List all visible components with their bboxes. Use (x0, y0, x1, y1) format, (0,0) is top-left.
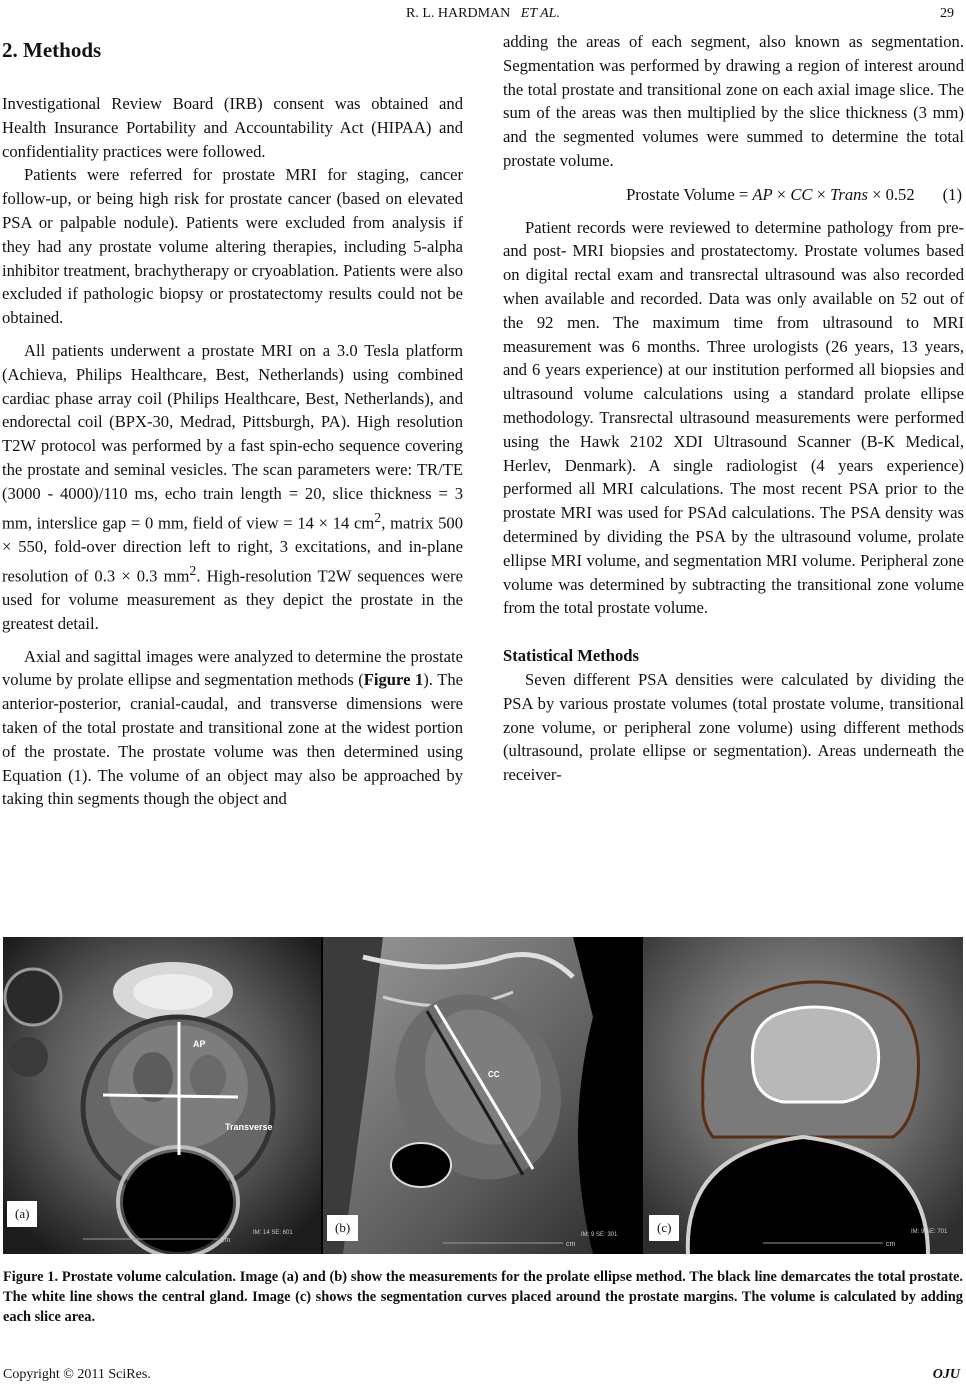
svg-text:cm: cm (886, 1241, 896, 1248)
section-title: 2. Methods (2, 38, 102, 62)
mri-segmentation-image (643, 937, 963, 1254)
header-et-al: ET AL. (520, 6, 560, 21)
paragraph-records: Patient records were reviewed to determine pathology from pre- and post- MRI biopsies and prostatectomy. Prostate volumes based on digital rectal exam and transrectal ultrasound was also recorded when available and recorded. Data was only available on 52 out of the 92 men. The maximum time from ultrasound to MRI measurement was 6 months. Three urologists (26 years, 13 years, and 6 years experience) at our institution performed all biopsies and ultrasound volume calculations using a standard prolate ellipse methodology. Transrectal ultrasound measurements were performed using the Hawk 2102 XDI Ultrasound Scanner (B-K Medical, Herlev, Denmark). A single radiologist (4 years experience) performed all MRI calculations. The most recent PSA prior to the prostate MRI was used for PSAd calculations. The PSA density was determined by dividing the PSA by the ultrasound volume, prolate ellipse MRI volume, and segmentation MRI volume. Peripheral zone volume was determined by subtracting the transitional zone volume from the total prostate volume. (503, 217, 964, 618)
running-head (0, 6, 966, 22)
figure-caption: Figure 1. Prostate volume calculation. Image (a) and (b) show the measurements for the prolate ellipse method. The black line demarcates the total prostate. The white line shows the central gland. Image (c) shows the segmentation curves placed around the prostate margins. The volume is calculated by adding each slice area. (3, 1269, 963, 1325)
paragraph-irb: Investigational Review Board (IRB) consent was obtained and Health Insurance Portability and Accountability Act (HIPAA) and confidentiality practices were followed. (2, 94, 463, 161)
svg-text:cm: cm (221, 1237, 231, 1244)
mri-axial-image (3, 937, 321, 1254)
paragraph-segmentation: adding the areas of each segment, also known as segmentation. Segmentation was performed by drawing a region of interest around the total prostate and transitional zone on each axial image slice. The sum of the areas was then multiplied by the slice thickness (3 mm) and the segmented volumes were summed to determine the total prostate volume. (503, 32, 964, 170)
figure-panel-c (643, 937, 963, 1254)
paragraph-patients: Patients were referred for prostate MRI for staging, cancer follow-up, or being high risk for prostate cancer (based on elevated PSA or palpable nodule). Patients were excluded from analysis if they had any prostate volume altering therapies, including 5-alpha inhibitor treatment, brachytherapy or cryoablation. Patients were also excluded if pathologic biopsy or prostatectomy results could not be obtained. (2, 165, 463, 328)
footer-journal: OJU (932, 1367, 960, 1382)
mri-sagittal-image (323, 937, 641, 1254)
paragraph-analysis: Axial and sagittal images were analyzed to determine the prostate volume by prolate ellipse and segmentation methods (Figure 1). The anterior-posterior, cranial-caudal, and transverse dimensions were taken of the total prostate and transitional zone at the widest portion of the prostate. The prostate volume was then determined using Equation (1). The volume of an object may also be approached by taking thin segments though the object and (2, 646, 463, 809)
svg-text:IM: 14 SE: 601: IM: 14 SE: 601 (253, 1230, 293, 1236)
svg-text:IM: 9 SE: 701: IM: 9 SE: 701 (911, 1229, 948, 1235)
annotation-ap: AP (193, 1039, 206, 1049)
paragraph-statistics: Seven different PSA densities were calculated by dividing the PSA by various prostate volumes (total prostate volume, transitional zone volume, or peripheral zone volume) using different methods (ultrasound, prolate ellipse or segmentation). Areas underneath the receiver- (503, 669, 964, 785)
svg-text:cm: cm (566, 1241, 576, 1248)
panel-label-a: (a) (7, 1201, 37, 1227)
figure-ref-link[interactable]: Figure 1 (363, 670, 424, 690)
header-authors: R. L. HARDMAN (406, 6, 511, 21)
paragraph-mri-protocol: All patients underwent a prostate MRI on a 3.0 Tesla platform (Achieva, Philips Healthcare, Best, Netherlands) using combined cardiac phase array coil (Philips Healthcare, Best, Netherlands), and endorectal coil (BPX-30, Medrad, Pittsburgh, PA). High resolution T2W protocol was performed by a fast spin-echo sequence covering the prostate and seminal vesicles. The scan parameters were: TR/TE (3000 - 4000)/110 ms, echo train length = 20, slice thickness = 3 mm, interslice gap = 0 mm, field of view = 14 × 14 $cm^2$, matrix 500 × 550, fold-over direction left to right, 3 excitations, and in-plane resolution of 0.3 × 0.3 $mm^2$. High-resolution T2W sequences were used for volume measurement as they depict the prostate in the greatest detail. (2, 340, 463, 633)
panel-label-b: (b) (327, 1215, 358, 1241)
figure-panel-a (3, 937, 321, 1254)
right-column (503, 30, 964, 787)
footer-copyright: Copyright © 2011 SciRes. (3, 1367, 151, 1382)
annotation-cc: CC (488, 1070, 500, 1079)
svg-text:IM: 9 SE: 301: IM: 9 SE: 301 (581, 1232, 618, 1238)
figure-panel-b (323, 937, 641, 1254)
page-number: 29 (940, 6, 954, 21)
left-column (2, 30, 463, 811)
annotation-transverse: Transverse (225, 1122, 273, 1132)
equation-1: Prostate Volume = AP × CC × Trans × 0.52 (1) (626, 184, 962, 204)
figure-1 (3, 937, 963, 1254)
subheading-statistical-methods: Statistical Methods (503, 646, 639, 666)
equation-number: (1) (942, 184, 962, 204)
panel-label-c: (c) (649, 1215, 679, 1241)
